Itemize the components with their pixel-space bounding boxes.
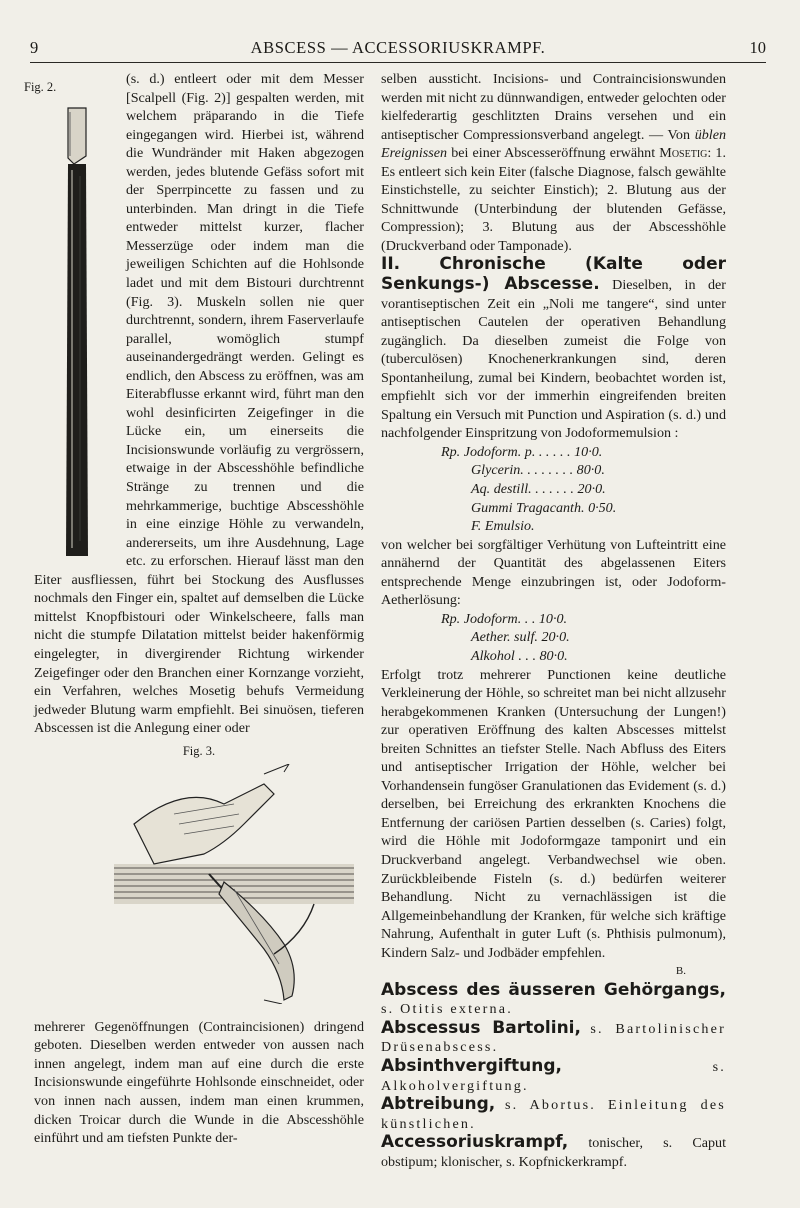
left-paragraph-1: (s. d.) entleert oder mit dem Messer [Scalpell (Fig. 2)] gespalten werden, mit welchem präparando in die Tiefe eingegangen wird. Hierbei ist, während die Wundränder mit Haken abgezogen werden, jedes blutende Gefäss sofort mit der Sperrpincette zu fassen und zu unterbinden. Man dringt in die Tiefe entweder mittelst kurzer, flacher Messerzüge oder indem man die jeweiligen Schichten auf die Hohlsonde ladet und mit dem Bistouri durchtrennt (Fig. 3). Muskeln sollen nie quer durchtrennt, sondern, ihrem Faserverlaufe parallel, womöglich stumpf auseinandergedrängt werden. Gelingt es endlich, den Abscess zu eröffnen, was am Eiterabflusse erkannt wird, führt man den wohl desinficirten Zeigefinger in die Lücke ein, um einerseits die Incisionswunde vorläufig zu vergrössern, etwaige in der Abscesshöhle befindliche Stränge zu trennen und die mehrkammerige, buchtige Abscesshöhle in eine einzige Höhle zu verwandeln, andererseits, um ihre Ausdehnung, Lage etc. zu erforschen. Hierauf lässt man den Eiter ausfliessen, führt bei Stockung des Ausflusses nochmals den Finger ein, spaltet auf demselben die Lücke mittelst Knopfbistouri oder Winkelscheere, falls man nicht die stumpfe Dilatation mittelst beider hakenförmig eingelegter, in divergirender Richtung wirkender Zeigefinger oder den Branchen einer Kornzange vorzieht, ein Verfahren, welches Mosetig behufs Vermeidung jedweder Blutung warm empfiehlt. Bei sinuösen, tieferen Abscessen ist die Anlegung einer oder: [34, 71, 364, 737]
figure-3-caption: Fig. 3.: [182, 743, 216, 758]
prescription-2: Rp. Jodoform. . . 10·0. Aether. sulf. 20·0. Alkohol . . . 80·0.: [441, 610, 570, 664]
right-paragraph-3: von welcher bei sorgfältiger Verhütung von Lufteintritt eine annähernd der Quantität des abgelassenen Eiters entsprechende Menge einzubringen ist, oder Jodoform-Aetherlösung:: [381, 536, 726, 609]
figure-2-caption: Fig. 2.: [24, 80, 57, 94]
left-column: [24, 70, 364, 1148]
entry-accessoriuskrampf: Accessoriuskrampf, tonischer, s. Caput obstipum; klonischer, s. Kopfnickerkrampf.: [381, 1132, 727, 1170]
italic-term: üblen Ereignissen: [381, 126, 726, 162]
entry-bartolini: Abscessus Bartolini, s. Bartolinischer Drüsenabscess.: [381, 1017, 726, 1056]
running-header: [30, 28, 766, 63]
right-column: [381, 70, 726, 1171]
running-title: ABSCESS — ACCESSORIUSKRAMPF.: [250, 38, 546, 57]
section-heading: II. Chronische (Kalte oder Senkungs-) Abscesse.: [381, 254, 726, 295]
right-paragraph-1: selben aussticht. Incisions- und Contraincisionswunden werden mit nicht zu dünnwandigen, entweder gelochten oder kielfederartig geschlitzten Drains versehen und ein antiseptischer Compressionsverband angelegt. — Von üblen Ereignissen bei einer Abscesseröffnung erwähnt Mosetig: 1. Es entleert sich kein Eiter (falsche Diagnose, falsch gewählte Einstichstelle, zu seichter Einstich); 2. Blutung aus der Schnittwunde (Unterbindung der blutenden Gefässe, Compression); 3. Blutung aus der Abscesshöhle (Druckverband oder Tamponade).: [381, 71, 727, 254]
entry-gehoergang: Abscess des äusseren Gehörgangs, s. Otitis externa.: [381, 979, 726, 1018]
author-name: Mosetig: [659, 145, 708, 162]
left-paragraph-2: mehrerer Gegenöffnungen (Contraincisionen) dringend geboten. Dieselben werden entweder von aussen nach innen angelegt, indem man auf eine durch die erste Incisionswunde eingeführte Hohlsonde einschneidet, oder von innen nach aussen, indem man einen krummen, dicken Troicar durch die Wunde in die Abscesshöhle einführt und am tiefsten Punkte der-: [34, 1018, 364, 1147]
figure-2: [24, 80, 120, 558]
entry-abtreibung: Abtreibung, s. Abortus. Einleitung des künstlichen.: [381, 1094, 726, 1132]
page-number-left: 9: [30, 38, 39, 57]
scalpel-illustration: [34, 86, 120, 558]
incision-illustration: [114, 764, 354, 1004]
author-initial: B.: [675, 965, 686, 978]
page-number-right: 10: [749, 38, 766, 57]
right-paragraph-4: Erfolgt trotz mehrerer Punctionen keine deutliche Verkleinerung der Höhle, so schreitet man bei nicht allzusehr herabgekommenen Kranken (Untersuchung der Lungen!) zur operativen Eröffnung des kalten Abscesses mittelst breiten Schnittes an tiefster Stelle. Nach Abfluss des Eiters und antiseptischer Irrigation der Höhle, welcher bei Vorhandensein fungöser Granulationen das Evidement (s. d.) derselben, bei Erreichung des erkrankten Knochens die Entfernung der cariösen Partien desselben (s. Caries) folgt, wird die Höhle mit Jodoformgaze tamponirt und ein Druckverband angelegt. Verbandwechsel wie oben. Zurückbleibende Fisteln (s. d.) bedürfen weiterer Behandlung. Nicht zu vernachlässigen ist die Allgemeinbehandlung der Kranken, für welche sich kräftige Nahrung, Aufenthalt in guter Luft (s. Phthisis pulmonum), Kindern Salz- und Jodbäder empfehlen.: [381, 666, 726, 961]
section-2: II. Chronische (Kalte oder Senkungs-) Abscesse. Dieselben, in der vorantiseptischen Zeit ein „Noli me tangere“, sind unter antiseptischen Cautelen der operativen Behandlung zugänglich. Da dieselben zumeist die Folge von (tuberculösen) Knochenerkrankungen sind, deren Spontanheilung, zumal bei Kindern, beobachtet worden ist, empfiehlt sich vor der immerhin eingreifenden breiten Spaltung ein Versuch mit Punction und Aspiration (s. d.) und nachfolgender Einspritzung von Jodoformemulsion :: [381, 254, 726, 442]
entry-absinth: Absinthvergiftung, s. Alkoholvergiftung.: [381, 1055, 726, 1094]
prescription-1: Rp. Jodoform. p. . . . . . 10·0. Glycerin. . . . . . . . 80·0. Aq. destill. . . . . . . 20·0. Gummi Tragacanth. 0·50. F. Emulsio.: [441, 443, 617, 535]
